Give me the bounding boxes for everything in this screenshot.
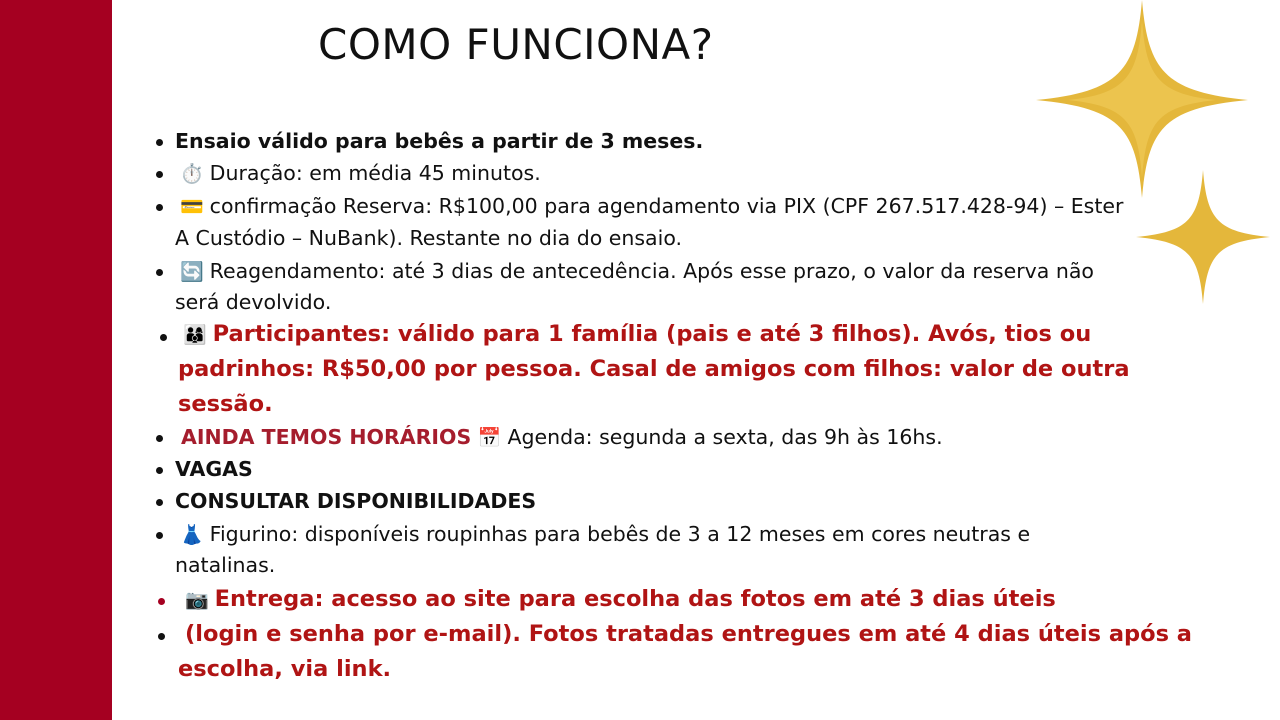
item-vagas-text: VAGAS (175, 457, 253, 481)
item-reschedule-line2: será devolvido. (175, 290, 332, 314)
schedule-highlight: AINDA TEMOS HORÁRIOS (181, 425, 472, 449)
bullet-dot (156, 435, 163, 442)
gold-sparkle-small-icon (1136, 170, 1270, 304)
calendar-icon: 📅 (477, 427, 502, 449)
bullet-dot (156, 204, 163, 211)
refresh-icon: 🔄 (180, 261, 204, 283)
bullet-dot (160, 334, 167, 341)
family-icon: 👨‍👩‍👦 (183, 324, 207, 346)
item-participants-line3: sessão. (178, 391, 273, 417)
gold-sparkle-large-icon (1036, 0, 1248, 198)
item-participants-line2: padrinhos: R$50,00 por pessoa. Casal de amigos com filhos: valor de outra (178, 356, 1130, 382)
item-delivery-line: 📷 Entrega: acesso ao site para escolha das fotos em até 3 dias úteis (185, 586, 1056, 612)
side-color-band (0, 0, 112, 720)
item-participants-line1: 👨‍👩‍👦 Participantes: válido para 1 família (pais e até 3 filhos). Avós, tios ou (183, 321, 1092, 347)
bullet-dot (156, 532, 163, 539)
camera-icon: 📷 (185, 589, 209, 611)
item-duration-line: ⏱️ Duração: em média 45 minutos. (180, 161, 541, 185)
bullet-dot (156, 499, 163, 506)
bullet-dot (158, 598, 165, 605)
item-reservation-line2: A Custódio – NuBank). Restante no dia do ensaio. (175, 226, 683, 250)
item-costume-line2: natalinas. (175, 553, 276, 577)
credit-card-icon: 💳 (180, 196, 204, 218)
stopwatch-icon: ⏱️ (180, 163, 204, 185)
item-schedule-line: AINDA TEMOS HORÁRIOS 📅 Agenda: segunda a sexta, das 9h às 16hs. (181, 425, 943, 449)
item-consult-text: CONSULTAR DISPONIBILIDADES (175, 489, 537, 513)
page-title: COMO FUNCIONA? (318, 20, 714, 69)
bullet-dot (156, 269, 163, 276)
item-costume-line1: 👗 Figurino: disponíveis roupinhas para bebês de 3 a 12 meses em cores neutras e (180, 522, 1031, 546)
item-reservation-line1: 💳 confirmação Reserva: R$100,00 para agendamento via PIX (CPF 267.517.428-94) – Ester (180, 194, 1124, 218)
bullet-dot (158, 633, 165, 640)
bullet-dot (156, 139, 163, 146)
dress-icon: 👗 (180, 524, 204, 546)
item-reschedule-line1: 🔄 Reagendamento: até 3 dias de antecedência. Após esse prazo, o valor da reserva não (180, 259, 1094, 283)
item-delivery2-line2: escolha, via link. (178, 656, 392, 682)
bullet-dot (156, 467, 163, 474)
item-delivery2-line1: (login e senha por e-mail). Fotos tratadas entregues em até 4 dias úteis após a (185, 621, 1192, 647)
item-valid-text: Ensaio válido para bebês a partir de 3 meses. (175, 129, 704, 153)
bullet-dot (156, 171, 163, 178)
